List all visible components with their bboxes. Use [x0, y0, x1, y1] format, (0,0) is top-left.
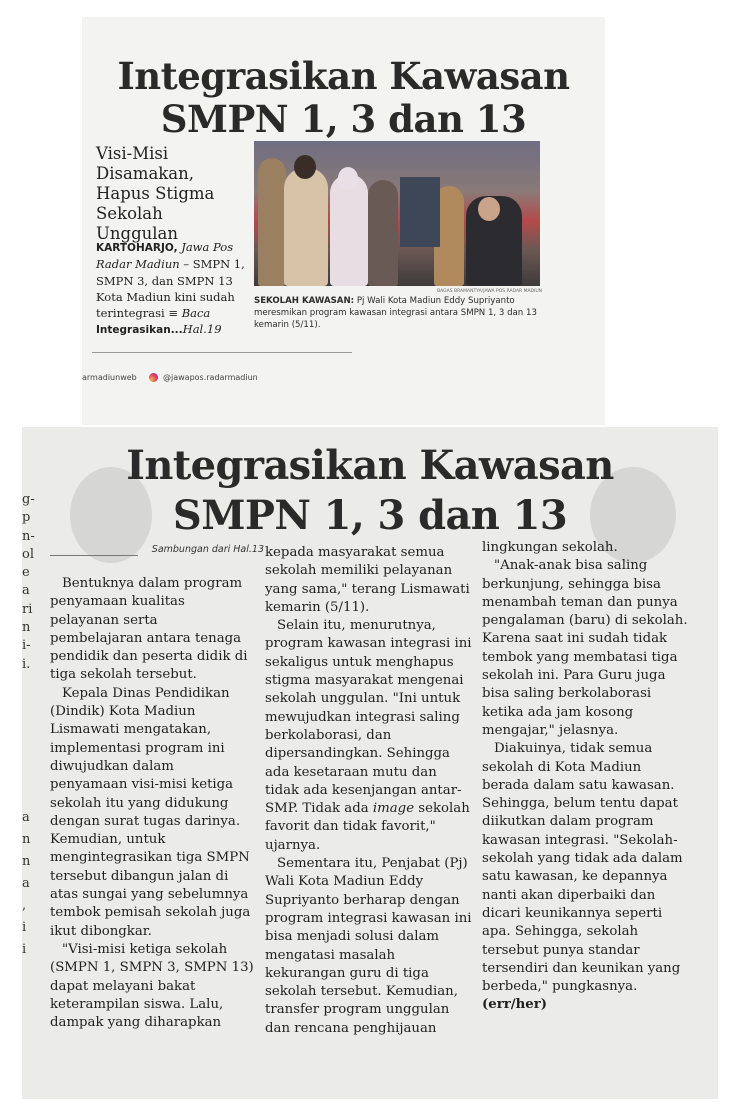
fragment-line: n [22, 832, 31, 847]
fragment-line: i- [22, 638, 31, 654]
photo-head [338, 167, 358, 189]
paragraph: Sementara itu, Penjabat (Pj) Wali Kota Madiun Eddy Supriyanto berharap dengan program integrasi kawasan ini bisa menjadi solusi dalam mengatasi masalah kekurangan guru di tiga sekolah tersebut. Kemudian, transfer program unggulan dan rencana penghijauan [265, 856, 472, 1036]
article-column-1 [50, 575, 254, 1032]
caption-text: Pj Wali Kota Madiun Eddy Supriyanto meresmikan program kawasan integrasi antara SMPN 1, 3 dan 13 kemarin (5/11). [254, 296, 537, 330]
adjacent-column-fragment [22, 491, 42, 674]
photo-person [284, 168, 328, 286]
photo-head [478, 197, 500, 221]
photo-board [400, 177, 440, 247]
dateline: KARTOHARJO, [96, 242, 178, 254]
subheadline-line: Visi-Misi [96, 144, 169, 163]
paragraph [482, 740, 692, 1014]
lead-paragraph [96, 239, 256, 339]
photo-credit: BAGAS BRAMANTYA/JAWA POS RADAR MADIUN [437, 289, 542, 294]
adjacent-column-fragment [22, 807, 42, 961]
fragment-line: i [22, 920, 27, 935]
paragraph: "Visi-misi ketiga sekolah (SMPN 1, SMPN 3, SMPN 13) dapat melayani bakat keterampilan siswa. Lalu, dampak yang diharapkan [50, 941, 254, 1031]
divider [50, 555, 138, 556]
subheadline-line: Disamakan, [96, 164, 195, 183]
fragment-line: i [22, 942, 27, 957]
paragraph: "Anak-anak bisa saling berkunjung, sehingga bisa menambah teman dan punya pengalaman (baru) di sekolah. Karena saat ini sudah tidak tembok yang membatasi tiga sekolah ini. Para Guru juga bisa saling berkolaborasi ketika ada jam kosong mengajar," jelasnya. [482, 558, 688, 738]
news-photo [254, 141, 540, 286]
continuation-clipping [22, 427, 718, 1099]
lead-ref-page: Hal.19 [182, 322, 222, 337]
paragraph: lingkungan sekolah. [482, 540, 618, 555]
continuation-headline-line-1: Integrasikan Kawasan [126, 442, 614, 489]
photo-person [258, 158, 286, 286]
front-page-clipping [82, 17, 605, 425]
fragment-line: i. [22, 656, 31, 672]
fragment-line: n- [22, 528, 35, 544]
fragment-line: e [22, 565, 30, 581]
fragment-line: a [22, 583, 30, 599]
photo-person [368, 180, 398, 286]
divider [92, 352, 352, 353]
instagram-icon [149, 373, 158, 382]
fragment-line: ol [22, 546, 34, 562]
caption-label: SEKOLAH KAWASAN: [254, 296, 355, 306]
continued-from-label: Sambungan dari Hal.13 [151, 544, 264, 555]
paragraph: Bentuknya dalam program penyamaan kualitas pelayanan serta pembelajaran antara tenaga pendidik dan peserta didik di tiga sekolah tersebut. [50, 576, 248, 683]
paragraph: Kepala Dinas Pendidikan (Dindik) Kota Madiun Lismawati mengatakan, implementasi program ini diwujudkan dalam penyamaan visi-misi ketiga sekolah itu yang didukung dengan surat tugas darinya. Kemudian, untuk mengintegrasikan tiga SMPN tersebut dibangun jalan di atas sungai yang sebelumnya tembok pemisah sekolah juga ikut dibongkar. [50, 685, 251, 939]
paragraph-text: sekolah favorit dan tidak favorit," ujarnya. [265, 801, 470, 853]
fragment-line: n [22, 620, 31, 636]
social-handle-instagram: @jawapos.radarmadiun [163, 373, 258, 382]
paragraph-text: Diakuinya, tidak semua sekolah di Kota Madiun berada dalam satu kawasan. Sehingga, belum tentu dapat diikutkan dalam program kawasan integrasi. "Sekolah-sekolah yang tidak ada dalam satu kawasan, ke depannya nanti akan diperbaiki dan dicari keunikannya seperti apa. Sehingga, sekolah tersebut punya standar tersendiri dan keunikan yang berbeda," pungkasnya. [482, 741, 683, 995]
fragment-line: ri [22, 601, 33, 617]
lead-ref-prefix: Baca [181, 306, 211, 321]
continuation-headline-line-2: SMPN 1, 3 dan 13 [172, 492, 568, 539]
article-column-3 [482, 539, 692, 1015]
fragment-line: , [22, 898, 27, 913]
paragraph-text: Selain itu, menurutnya, program kawasan integrasi ini sekaligus untuk menghapus stigma masyarakat mengenai sekolah unggulan. "Ini untuk mewujudkan integrasi saling berkolaborasi, dan dipersandingkan. Sehingga ada kesetaraan mutu dan tidak ada kesenjangan antar-SMP. Tidak ada [265, 618, 472, 817]
fragment-line: g- [22, 492, 35, 507]
article-column-2 [265, 544, 473, 1038]
subheadline-line: Hapus Stigma [96, 184, 215, 203]
social-handle-web: armadiunweb [82, 373, 137, 382]
lead-ref-title: Integrasikan... [96, 324, 183, 337]
subheadline-line: Sekolah Unggulan [96, 204, 179, 243]
photo-head [294, 155, 316, 179]
paragraph: kepada masyarakat semua sekolah memiliki pelayanan yang sama," terang Lismawati kemarin (5/11). [265, 545, 470, 615]
paragraph [265, 617, 473, 855]
photo-person [330, 174, 368, 286]
headline-line-1: Integrasikan Kawasan [117, 54, 570, 98]
subheadline [96, 144, 246, 244]
lead-text: – SMPN 1, SMPN 3, dan SMPN 13 Kota Madiun kini sudah terintegrasi ≡ [96, 257, 245, 321]
author-initials: (err/her) [482, 997, 548, 1013]
fragment-line: a [22, 876, 30, 891]
fragment-line: a [22, 810, 30, 825]
photo-caption [254, 295, 544, 331]
headline-line-2: SMPN 1, 3 dan 13 [160, 97, 527, 141]
lead-source: Jawa Pos Radar Madiun [96, 240, 234, 272]
italic-word: image [372, 801, 415, 817]
fragment-line: p [22, 510, 31, 526]
fragment-line: n [22, 854, 31, 869]
